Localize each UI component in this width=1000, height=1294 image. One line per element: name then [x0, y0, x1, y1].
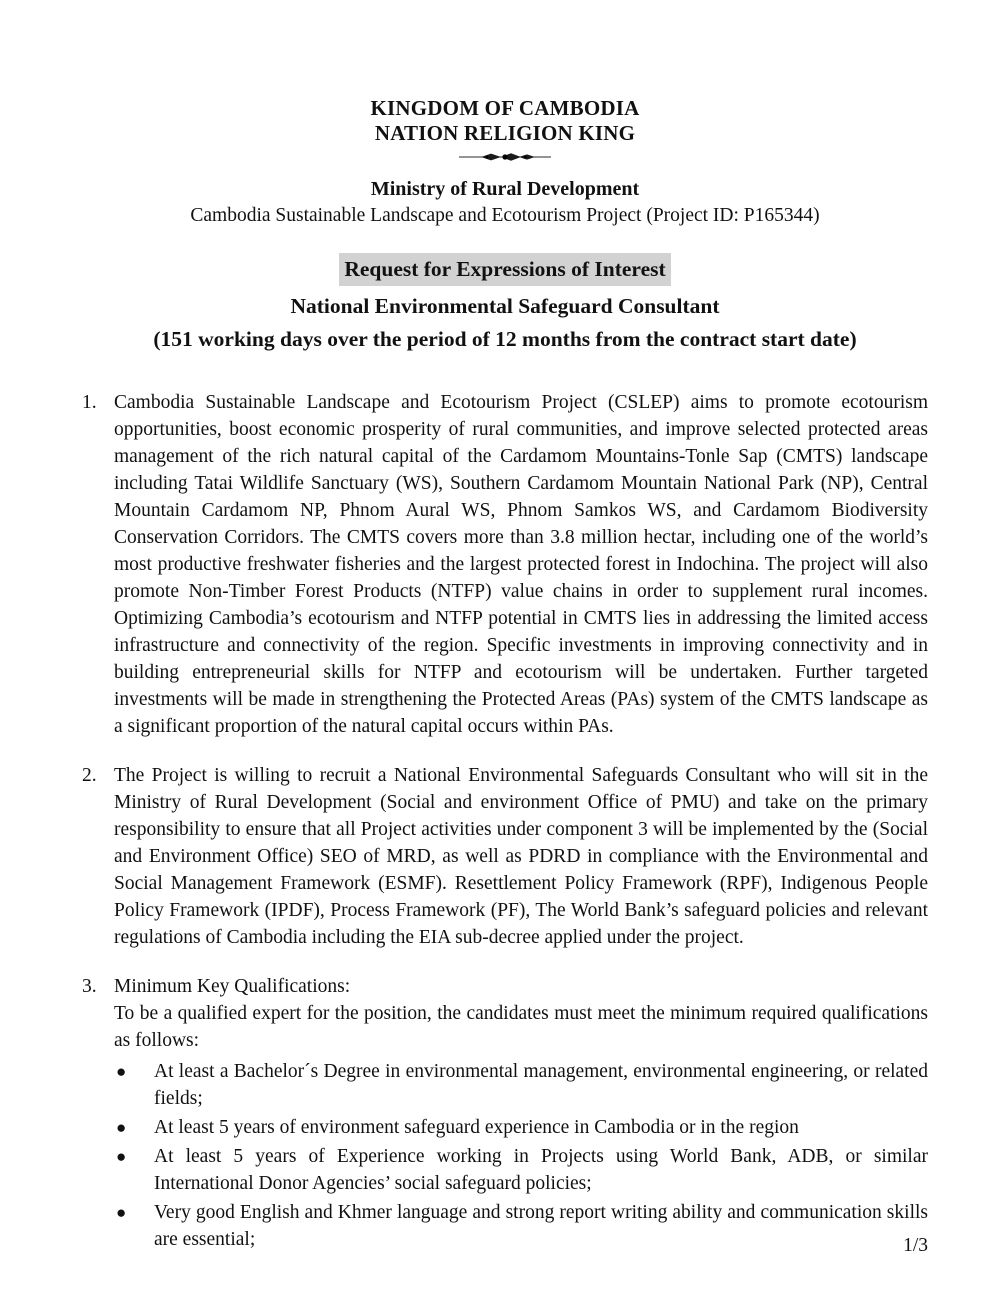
ministry-name: Ministry of Rural Development: [370, 178, 640, 200]
qualifications-heading: Minimum Key Qualifications:: [114, 976, 351, 997]
country-line-2: NATION RELIGION KING: [374, 121, 636, 145]
list-item-text: Very good English and Khmer language and strong report writing ability and communication skills are essential;: [154, 1202, 928, 1250]
item-paragraph-1: Cambodia Sustainable Landscape and Ecotourism Project (CSLEP) aims to promote ecotourism opportunities, boost economic prosperity of rural communities, and improve selected protected areas management of the rich natural capital of the Cardamom Mountains-Tonle Sap (CMTS) landscape including Tatai Wildlife Sanctuary (WS), Southern Cardamom Mountain National Park (NP), Central Mountain Cardamom NP, Phnom Aural WS, Phnom Samkos WS, and Cardamom Biodiversity Conservation Corridors. The CMTS covers more than 3.8 million hectar, including one of the world’s most productive freshwater fisheries and the largest protected forest in Indochina. The project will also promote Non-Timber Forest Products (NTFP) value chains in order to supplement rural incomes. Optimizing Cambodia’s ecotourism and NTFP potential in CMTS lies in addressing the limited access infrastructure and connectivity of the region. Specific investments in improving connectivity and in building entrepreneurial skills for NTFP and ecotourism will be undertaken. Further targeted investments will be made in strengthening the Protected Areas (PAs) system of the CMTS landscape as a significant proportion of the natural capital occurs within PAs.: [114, 392, 928, 737]
ornament-divider-icon: [82, 148, 928, 170]
numbered-list: [82, 389, 928, 1253]
document-content: [82, 96, 928, 1275]
numbered-item-3: [82, 973, 928, 1253]
list-item-text: At least a Bachelor´s Degree in environmental management, environmental engineering, or related fields;: [154, 1061, 928, 1109]
item-number-3: 3.: [82, 976, 97, 997]
bullet-dot-icon: ●: [116, 1062, 127, 1081]
bullet-dot-icon: ●: [116, 1118, 127, 1137]
qualifications-lead: To be a qualified expert for the position, the candidates must meet the minimum required qualifications as follows:: [114, 1003, 928, 1051]
contract-duration: (151 working days over the period of 12 months from the contract start date): [153, 327, 857, 351]
document-title-block: [82, 253, 928, 355]
list-item: [114, 1143, 928, 1197]
item-number-2: 2.: [82, 765, 97, 786]
item-number-1: 1.: [82, 392, 97, 413]
list-item: [114, 1114, 928, 1141]
bullet-dot-icon: ●: [116, 1147, 127, 1166]
reoi-heading-wrap: [82, 253, 928, 287]
page-number-footer: 1/3: [903, 1235, 928, 1256]
document-header: [82, 96, 928, 229]
bullet-dot-icon: ●: [116, 1203, 127, 1222]
qualifications-bullet-list: [114, 1058, 928, 1253]
item-paragraph-2: The Project is willing to recruit a National Environmental Safeguards Consultant who will sit in the Ministry of Rural Development (Social and environment Office of PMU) and take on the primary responsibility to ensure that all Project activities under component 3 will be implemented by the (Social and Environment Office) SEO of MRD, as well as PDRD in compliance with the Environmental and Social Management Framework (ESMF). Resettlement Policy Framework (RPF), Indigenous People Policy Framework (IPDF), Process Framework (PF), The World Bank’s safeguard policies and relevant regulations of Cambodia including the EIA sub-decree applied under the project.: [114, 765, 928, 948]
position-title: National Environmental Safeguard Consultant: [290, 294, 720, 318]
list-item: [114, 1058, 928, 1112]
list-item: [114, 1199, 928, 1253]
numbered-item-2: [82, 762, 928, 951]
list-item-text: At least 5 years of environment safeguard experience in Cambodia or in the region: [154, 1117, 799, 1138]
reoi-heading: Request for Expressions of Interest: [339, 253, 670, 286]
list-item-text: At least 5 years of Experience working in Projects using World Bank, ADB, or similar International Donor Agencies’ social safeguard policies;: [154, 1146, 928, 1194]
project-identifier: Cambodia Sustainable Landscape and Ecotourism Project (Project ID: P165344): [190, 205, 820, 226]
country-line-1: KINGDOM OF CAMBODIA: [370, 96, 640, 120]
numbered-item-1: [82, 389, 928, 740]
